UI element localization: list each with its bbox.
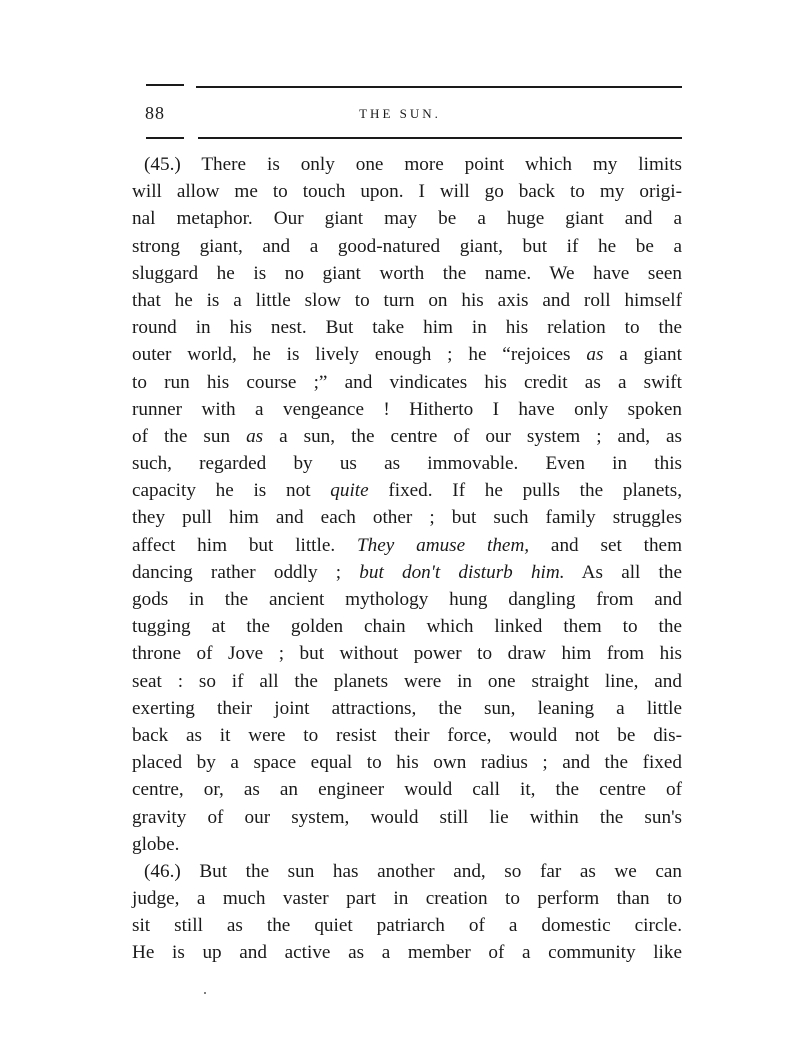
- text-line: gravity of our system, would still lie within the sun's: [132, 806, 682, 828]
- text-line: globe.: [132, 833, 180, 855]
- text-line: runner with a vengeance ! Hitherto I have only spoken: [132, 398, 682, 420]
- text-line: (45.) There is only one more point which my limits: [144, 154, 682, 175]
- text-line: exerting their joint attractions, the sun, leaning a little: [132, 697, 682, 719]
- text-line: will allow me to touch upon. I will go back to my origi-: [132, 181, 682, 203]
- text-line: round in his nest. But take him in his relation to the: [132, 317, 682, 339]
- text-line: throne of Jove ; but without power to draw him from his: [132, 643, 682, 665]
- text-line: sluggard he is no giant worth the name. We have seen: [132, 262, 682, 284]
- text-line: such, regarded by us as immovable. Even in this: [132, 453, 682, 475]
- page-number: 88: [145, 103, 165, 123]
- text-line: that he is a little slow to turn on his axis and roll himself: [132, 289, 682, 311]
- text-line: dancing rather oddly ; but don't disturb him. As all the: [132, 561, 682, 583]
- header-rule-top-left: [146, 84, 184, 86]
- text-line: affect him but little. They amuse them, and set them: [132, 534, 682, 556]
- text-line: of the sun as a sun, the centre of our system ; and, as: [132, 425, 682, 447]
- text-line: seat : so if all the planets were in one straight line, and: [132, 670, 682, 692]
- text-line: judge, a much vaster part in creation to perform than to: [132, 888, 682, 910]
- text-line: outer world, he is lively enough ; he “rejoices as a giant: [132, 344, 682, 366]
- text-line: (46.) But the sun has another and, so far as we can: [144, 860, 682, 882]
- body-text: [132, 151, 682, 967]
- text-line: centre, or, as an engineer would call it, the centre of: [132, 779, 682, 801]
- header-rule-bottom: [198, 137, 682, 139]
- running-title: THE SUN.: [359, 106, 441, 121]
- text-line: capacity he is not quite fixed. If he pulls the planets,: [132, 480, 682, 502]
- text-line: sit still as the quiet patriarch of a domestic circle.: [132, 915, 682, 937]
- text-line: placed by a space equal to his own radius ; and the fixed: [132, 752, 682, 774]
- text-line: strong giant, and a good-natured giant, but if he be a: [132, 235, 682, 257]
- text-line: to run his course ;” and vindicates his credit as a swift: [132, 371, 682, 393]
- text-line: gods in the ancient mythology hung dangling from and: [132, 589, 682, 610]
- print-speck: [204, 992, 206, 994]
- text-line: tugging at the golden chain which linked them to the: [132, 616, 682, 638]
- text-line: He is up and active as a member of a community like: [132, 942, 682, 964]
- header-rule-bottom-left: [146, 137, 184, 139]
- text-line: they pull him and each other ; but such family struggles: [132, 507, 682, 529]
- text-line: nal metaphor. Our giant may be a huge giant and a: [132, 208, 682, 230]
- header-rule-top: [196, 86, 682, 88]
- text-line: back as it were to resist their force, would not be dis-: [132, 724, 682, 746]
